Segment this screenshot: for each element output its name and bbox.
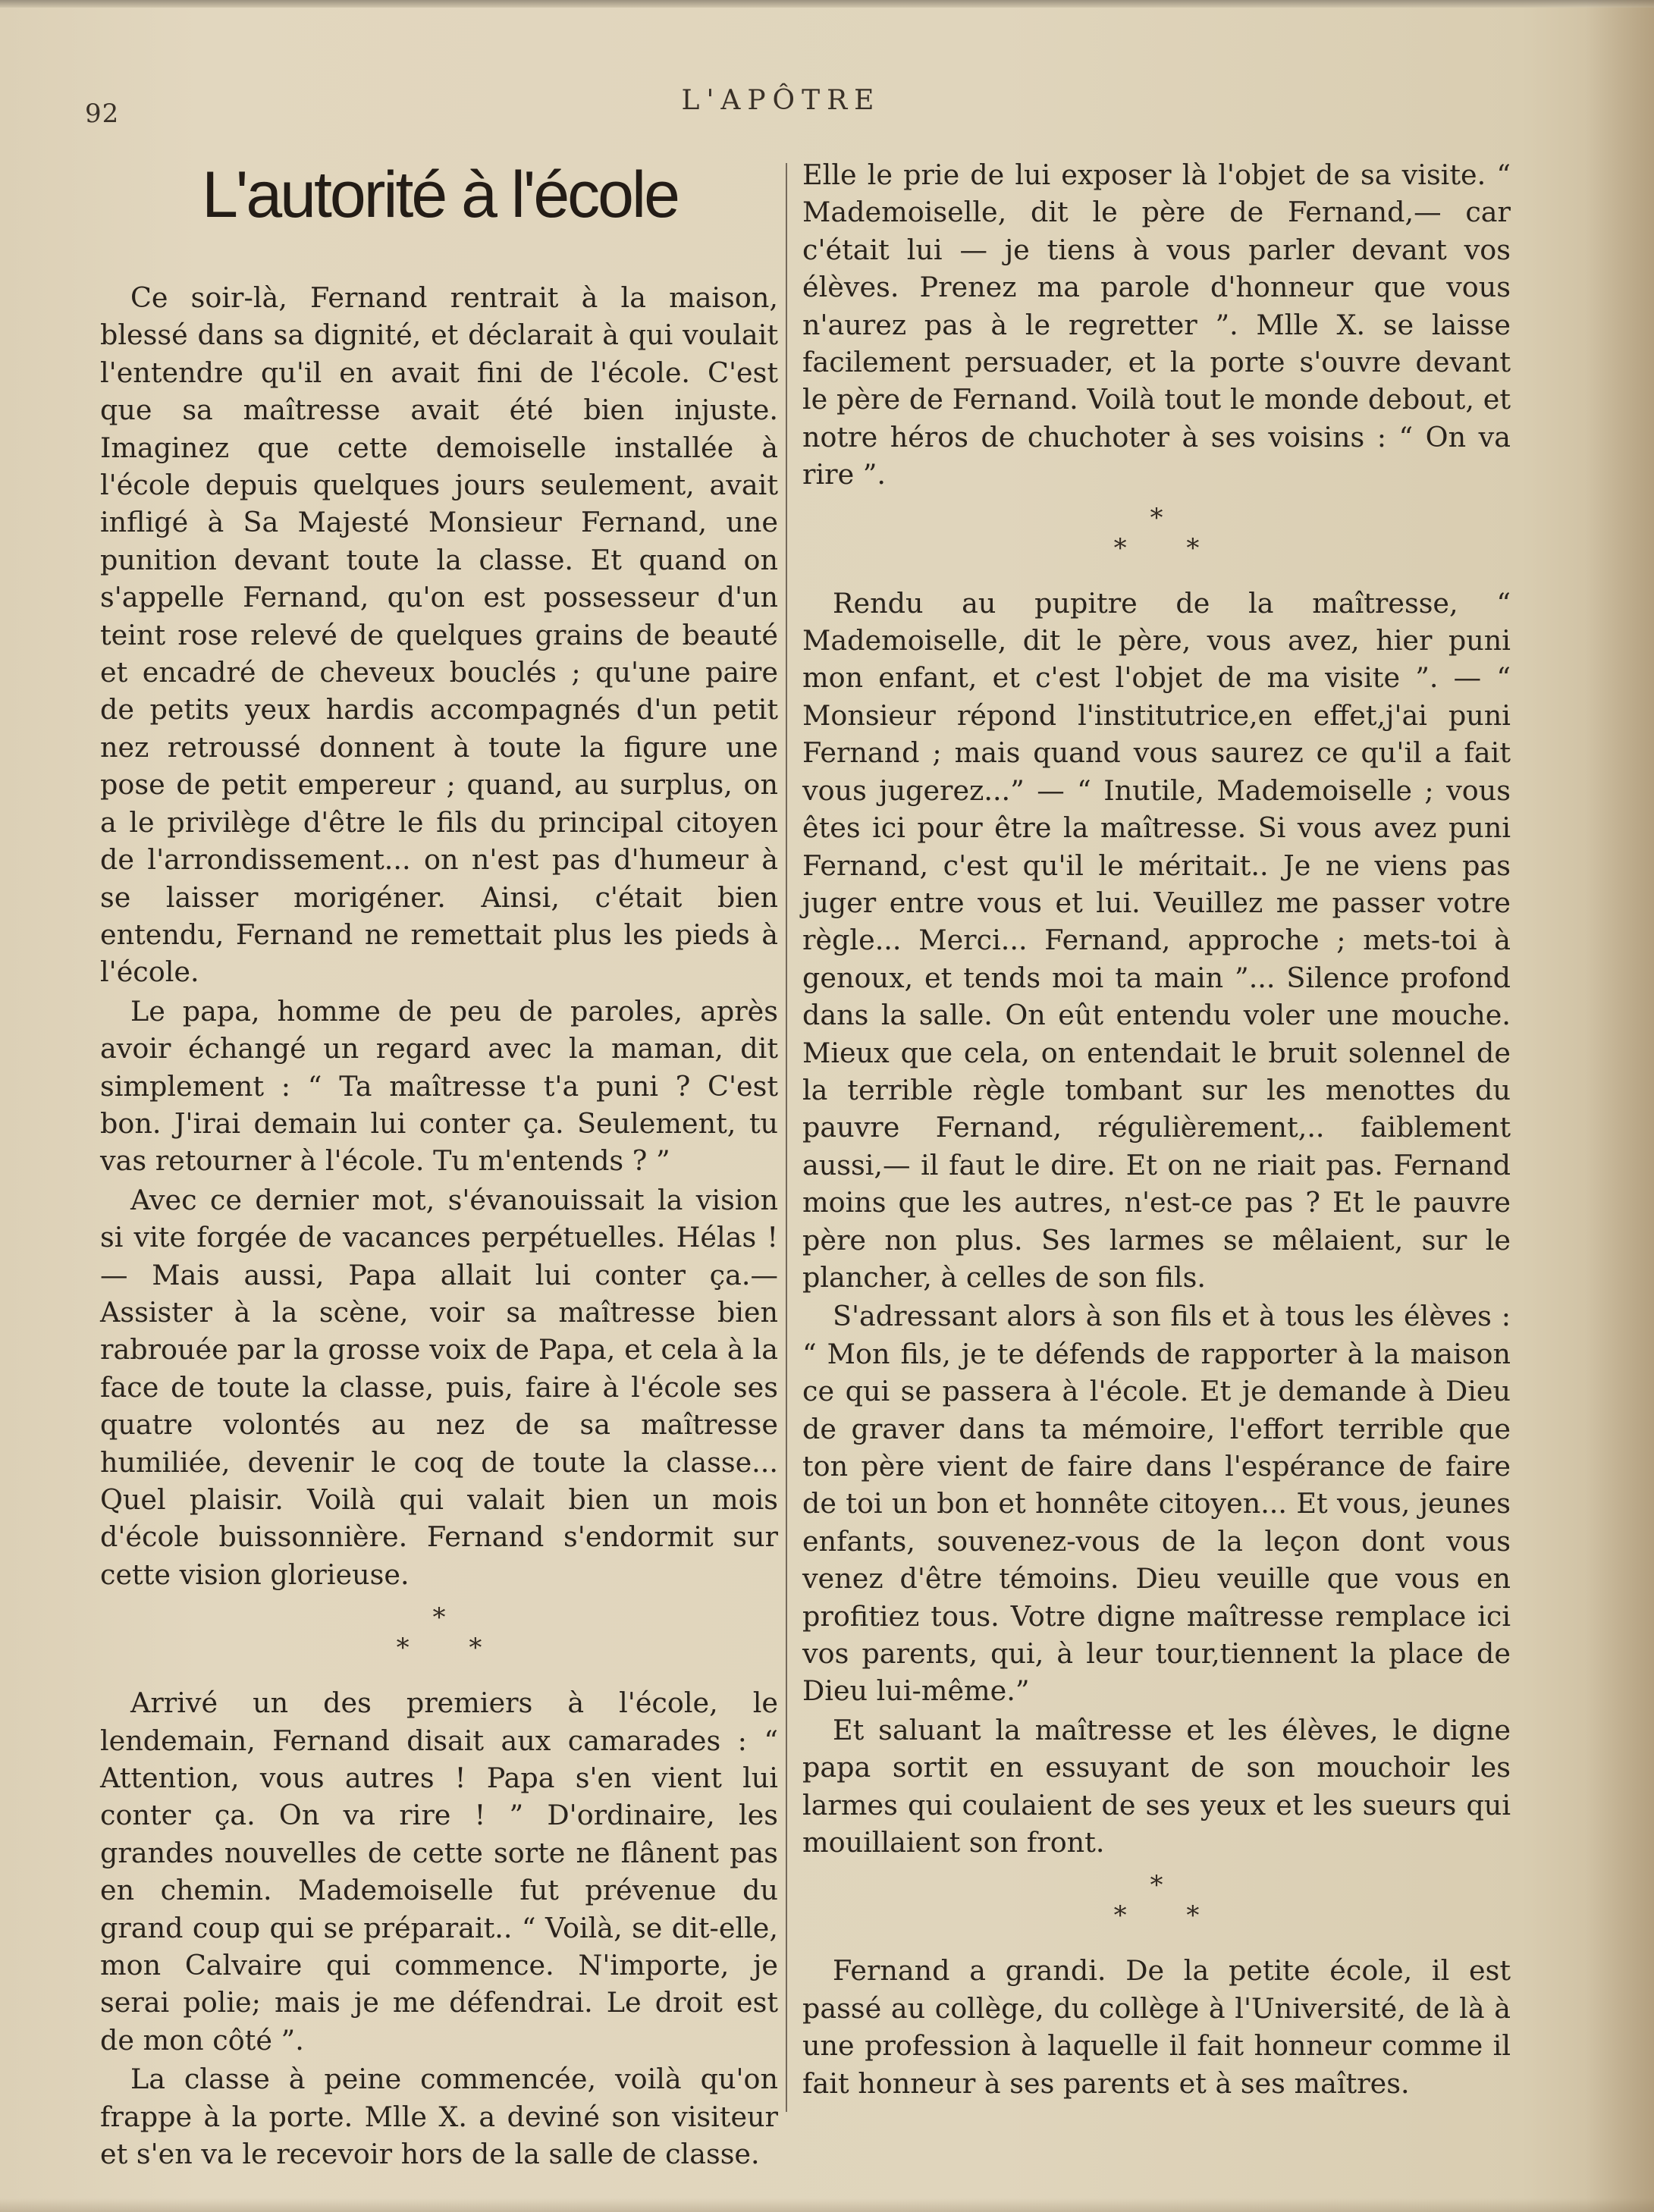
- page-shadow-edge: [1586, 0, 1654, 2212]
- section-break: [100, 1602, 778, 1663]
- section-break-stars: * *: [1113, 1900, 1226, 1931]
- paragraph: Le papa, homme de peu de paroles, après avoir échangé un regard avec la maman, dit simplement : “ Ta maîtresse t'a puni ? C'est bon. J'irai demain lui conter ça. Seulement, tu vas retourner à l'école. Tu m'entends ? ”: [100, 994, 778, 1178]
- article-title: L'autorité à l'école: [202, 158, 678, 231]
- paragraph: Elle le prie de lui exposer là l'objet de sa visite. “ Mademoiselle, dit le père de Fernand,— car c'était lui — je tiens à vous parler devant vos élèves. Prenez ma parole d'honneur que vous n'aurez pas à le regretter ”. Mlle X. se laisse facilement persuader, et la porte s'ouvre devant le père de Fernand. Voilà tout le monde debout, et notre héros de chuchoter à ses voisins : “ On va rire ”.: [802, 158, 1511, 491]
- paragraph: Avec ce dernier mot, s'évanouissait la vision si vite forgée de vacances perpétuelles. Hélas ! — Mais aussi, Papa allait lui conter ça.— Assister à la scène, voir sa maîtresse bien rabrouée par la grosse voix de Papa, et cela à la face de toute la classe, puis, faire à l'école ses quatre volontés au nez de sa maîtresse humiliée, devenir le coq de toute la classe... Quel plaisir. Voilà qui valait bien un mois d'école buissonnière. Fernand s'endormit sur cette vision glorieuse.: [100, 1183, 778, 1591]
- left-column: [100, 279, 778, 2175]
- paragraph: Arrivé un des premiers à l'école, le lendemain, Fernand disait aux camarades : “ Attention, vous autres ! Papa s'en vient lui conter ça. On va rire ! ” D'ordinaire, les grandes nouvelles de cette sorte ne flânent pas en chemin. Mademoiselle fut prévenue du grand coup qui se préparait.. “ Voilà, se dit-elle, mon Calvaire qui commence. N'importe, je serai polie; mais je me défendrai. Le droit est de mon côté ”.: [100, 1686, 778, 2057]
- section-break-stars: * *: [396, 1633, 508, 1664]
- column-divider: [786, 163, 787, 2112]
- paragraph: Ce soir-là, Fernand rentrait à la maison, blessé dans sa dignité, et déclarait à qui voulait l'entendre qu'il en avait fini de l'école. C'est que sa maîtresse avait été bien injuste. Imaginez que cette demoiselle installée à l'école depuis quelques jours seulement, avait infligé à Sa Majesté Monsieur Fernand, une punition devant toute la classe. Et quand on s'appelle Fernand, qu'on est possesseur d'un teint rose relevé de quelques grains de beauté et encadré de cheveux bouclés ; qu'une paire de petits yeux hardis accompagnés d'un petit nez retroussé donnent à toute la figure une pose de petit empereur ; quand, au surplus, on a le privilège d'être le fils du principal citoyen de l'arrondissement... on n'est pas d'humeur à se laisser morigéner. Ainsi, c'était bien entendu, Fernand ne remettait plus les pieds à l'école.: [100, 281, 778, 989]
- paragraph: S'adressant alors à son fils et à tous les élèves : “ Mon fils, je te défends de rapporter à la maison ce qui se passera à l'école. Et je demande à Dieu de graver dans ta mémoire, l'effort terrible que ton père vient de faire dans l'espérance de faire de toi un bon et honnête citoyen... Et vous, jeunes enfants, souvenez-vous de la leçon dont vous venez d'être témoins. Dieu veuille que vous en profitiez tous. Votre digne maîtresse remplace ici vos parents, qui, à leur tour,tiennent la place de Dieu lui-même.”: [802, 1300, 1511, 1708]
- section-break: [802, 1870, 1511, 1931]
- bottom-page-edge: [0, 2198, 1654, 2212]
- section-break-star: *: [432, 1602, 446, 1633]
- top-page-edge: [0, 0, 1654, 8]
- section-break-star: *: [1150, 502, 1163, 533]
- right-column: [802, 156, 1511, 2104]
- paragraph: La classe à peine commencée, voilà qu'on frappe à la porte. Mlle X. a deviné son visiteur et s'en va le recevoir hors de la salle de classe.: [100, 2063, 778, 2171]
- paragraph: Et saluant la maîtresse et les élèves, le digne papa sortit en essuyant de son mouchoir les larmes qui coulaient de ses yeux et les sueurs qui mouillaient son front.: [802, 1713, 1511, 1859]
- paragraph: Fernand a grandi. De la petite école, il est passé au collège, du collège à l'Université, de là à une profession à laquelle il fait honneur comme il fait honneur à ses parents et à ses maîtres.: [802, 1954, 1511, 2100]
- running-head: L'APÔTRE: [681, 85, 881, 116]
- section-break-stars: * *: [1113, 532, 1226, 563]
- paragraph: Rendu au pupitre de la maîtresse, “ Mademoiselle, dit le père, vous avez, hier puni mon enfant, et c'est l'objet de ma visite ”. — “ Monsieur répond l'institutrice,en effet,j'ai puni Fernand ; mais quand vous saurez ce qu'il a fait vous jugerez...” — “ Inutile, Mademoiselle ; vous êtes ici pour être la maîtresse. Si vous avez puni Fernand, c'est qu'il le méritait.. Je ne viens pas juger entre vous et lui. Veuillez me passer votre règle... Merci... Fernand, approche ; mets-toi à genoux, et tends moi ta main ”... Silence profond dans la salle. On eût entendu voler une mouche. Mieux que cela, on entendait le bruit solennel de la terrible règle tombant sur les menottes du pauvre Fernand, régulièrement,.. faiblement aussi,— il faut le dire. Et on ne riait pas. Fernand moins que les autres, n'est-ce pas ? Et le pauvre père non plus. Ses larmes se mêlaient, sur le plancher, à celles de son fils.: [802, 586, 1511, 1294]
- page-number: 92: [85, 99, 120, 129]
- section-break: [802, 503, 1511, 563]
- section-break-star: *: [1150, 1870, 1163, 1901]
